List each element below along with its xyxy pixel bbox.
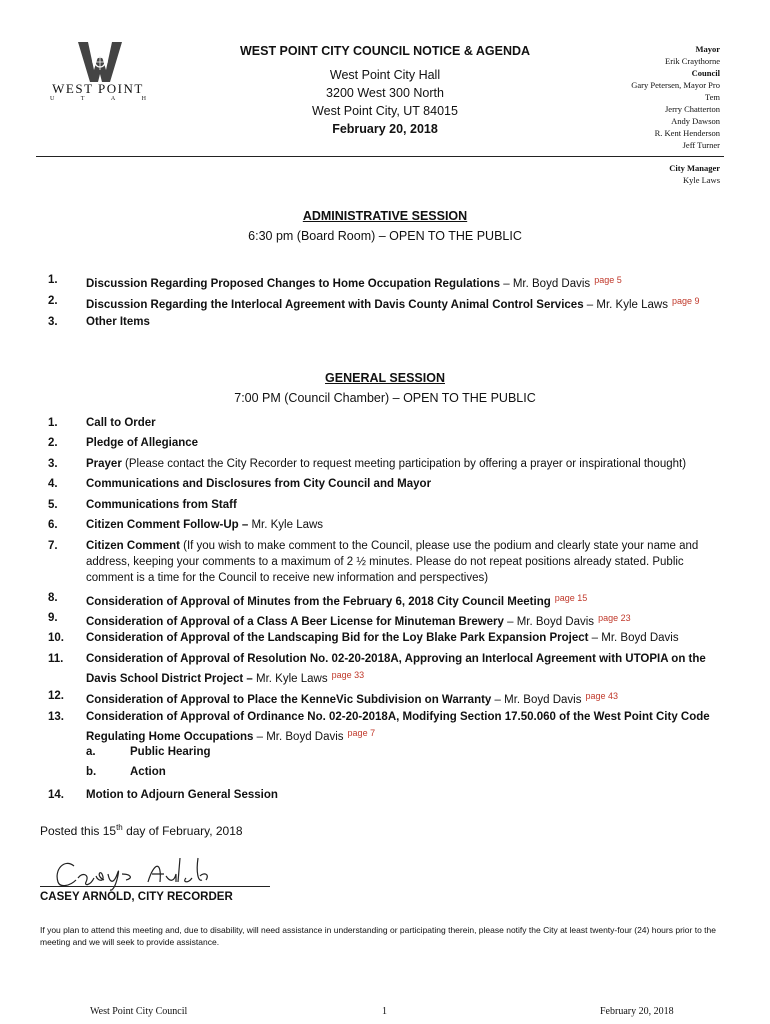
page-reference: page 23 xyxy=(598,613,631,623)
footer-date: February 20, 2018 xyxy=(600,1006,674,1017)
header-address: 3200 West 300 North xyxy=(326,86,444,100)
accessibility-notice: If you plan to attend this meeting and, due to disability, will need assistance in understanding or participating therein, please notify the City at least twenty-four (24) hours prior to the meeting and we will seek to provide assistance. xyxy=(40,925,716,947)
general-session-title: GENERAL SESSION xyxy=(325,371,445,385)
page-reference: page 15 xyxy=(554,593,588,603)
mayor-label: Mayor xyxy=(695,44,720,54)
general-session-subtitle: 7:00 PM (Council Chamber) – OPEN TO THE PUBLIC xyxy=(234,391,536,405)
officials-list xyxy=(570,43,720,151)
page-reference: page 9 xyxy=(671,296,700,306)
council-label: Council xyxy=(691,68,720,78)
admin-session-subtitle: 6:30 pm (Board Room) – OPEN TO THE PUBLIC xyxy=(248,229,522,243)
header-location: West Point City Hall xyxy=(329,68,441,82)
logo-wordmark: WEST POINT xyxy=(52,81,144,96)
city-manager-label: City Manager xyxy=(669,163,720,173)
page-number: 1 xyxy=(382,1006,387,1017)
mayor-name: Erik Craythorne xyxy=(665,56,720,66)
council-member: Gary Petersen, Mayor Pro xyxy=(631,80,720,90)
header-divider xyxy=(36,156,724,157)
page-reference: page 5 xyxy=(594,275,622,285)
posted-date: Posted this 15th day of February, 2018 xyxy=(40,823,243,838)
council-member: Jerry Chatterton xyxy=(665,104,720,114)
city-recorder-name: CASEY ARNOLD, CITY RECORDER xyxy=(40,891,233,903)
city-logo xyxy=(42,40,152,104)
page-reference: page 33 xyxy=(331,670,365,680)
footer-left: West Point City Council xyxy=(90,1006,188,1017)
council-member: Tem xyxy=(705,92,720,102)
council-member: R. Kent Henderson xyxy=(654,128,720,138)
logo-state-letters: U T A H xyxy=(50,96,146,102)
agenda-header xyxy=(230,44,540,136)
council-member: Andy Dawson xyxy=(671,116,720,126)
admin-session-title: ADMINISTRATIVE SESSION xyxy=(302,209,468,223)
signature-line xyxy=(40,886,270,887)
agenda-sub-item: b. Action xyxy=(86,766,166,778)
city-manager-name: Kyle Laws xyxy=(682,175,720,185)
agenda-sub-item: a. Public Hearing xyxy=(86,746,211,758)
logo-w-emblem-icon xyxy=(76,40,124,84)
page-reference: page 7 xyxy=(347,728,376,738)
city-manager-block xyxy=(570,162,720,186)
header-city: West Point City, UT 84015 xyxy=(312,104,458,118)
agenda-title: WEST POINT CITY COUNCIL NOTICE & AGENDA xyxy=(239,44,531,58)
council-member: Jeff Turner xyxy=(682,140,720,150)
header-date: February 20, 2018 xyxy=(332,122,438,136)
page-reference: page 43 xyxy=(585,691,619,701)
handwritten-signature-icon xyxy=(50,852,220,894)
